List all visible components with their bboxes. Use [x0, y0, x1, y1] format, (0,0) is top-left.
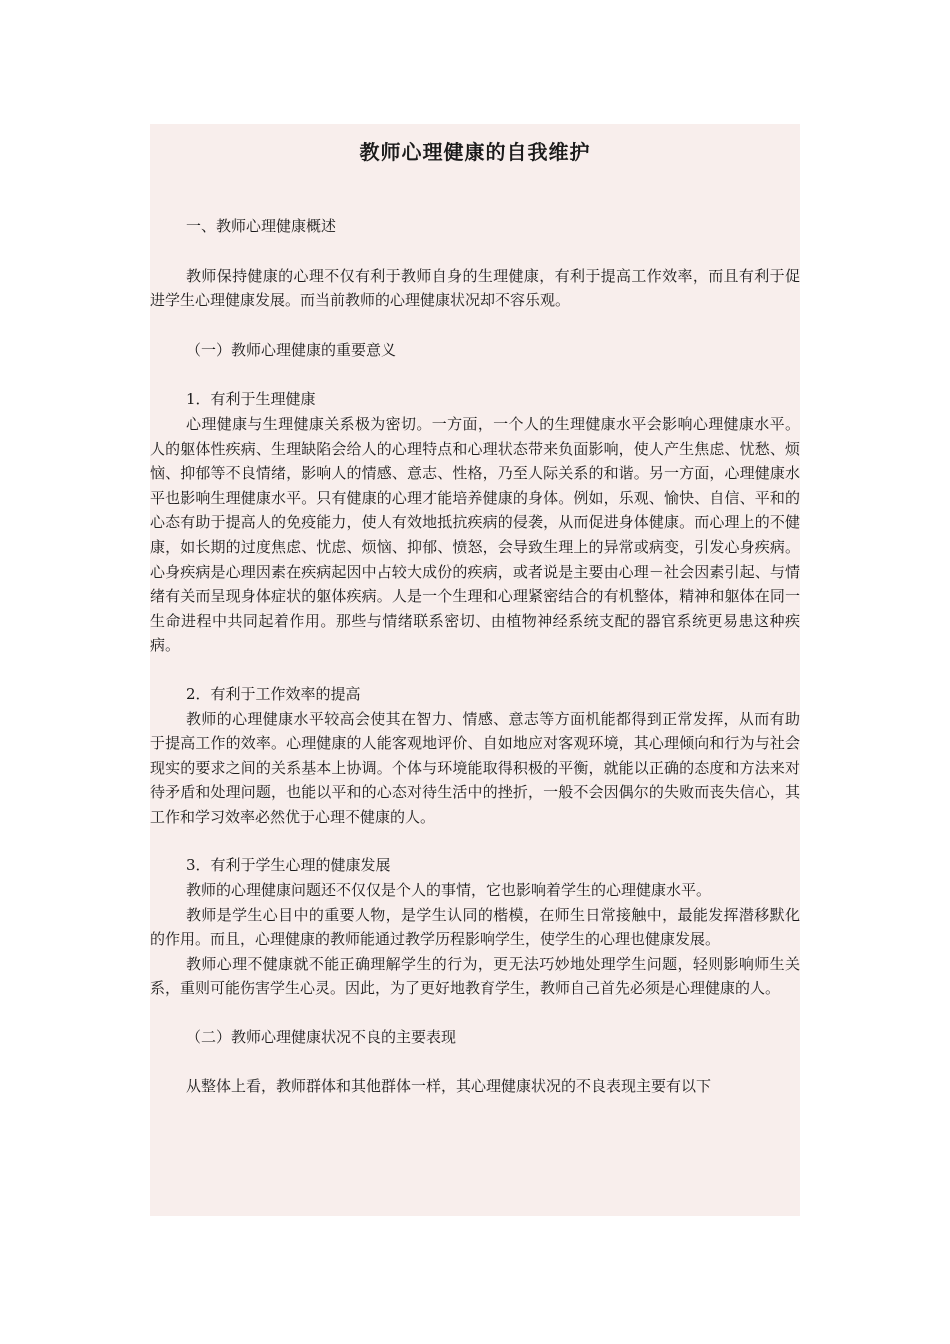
- spacer: [150, 313, 800, 338]
- document-body: [150, 166, 800, 1098]
- spacer: [150, 1001, 800, 1025]
- spacer: [150, 362, 800, 387]
- intro-paragraph: 教师保持健康的心理不仅有利于教师自身的生理健康，有利于提高工作效率，而且有利于促进学生心理健康发展。而当前教师的心理健康状况却不容乐观。: [150, 266, 800, 310]
- point-heading: 3．有利于学生心理的健康发展: [186, 856, 391, 875]
- body-paragraph: 心理健康与生理健康关系极为密切。一方面，一个人的生理健康水平会影响心理健康水平。人的躯体性疾病、生理缺陷会给人的心理特点和心理状态带来负面影响，使人产生焦虑、忧愁、烦恼、抑郁等不良情绪，影响人的情感、意志、性格，乃至人际关系的和谐。另一方面，心理健康水平也影响生理健康水平。只有健康的心理才能培养健康的身体。例如，乐观、愉快、自信、平和的心态有助于提高人的免疫能力，使人有效地抵抗疾病的侵袭，从而促进身体健康。而心理上的不健康，如长期的过度焦虑、忧虑、烦恼、抑郁、愤怒，会导致生理上的异常或病变，引发心身疾病。心身疾病是心理因素在疾病起因中占较大成份的疾病，或者说是主要由心理－社会因素引起、与情绪有关而呈现身体症状的躯体疾病。人是一个生理和心理紧密结合的有机整体，精神和躯体在同一生命进程中共同起着作用。那些与情绪联系密切、由植物神经系统支配的器官系统更易患这种疾病。: [150, 414, 800, 655]
- document-page: [150, 124, 800, 1216]
- section-heading: 一、教师心理健康概述: [186, 217, 337, 235]
- subsection-heading: （二）教师心理健康状况不良的主要表现: [186, 1028, 457, 1047]
- point-heading: 1．有利于生理健康: [186, 390, 316, 409]
- spacer: [150, 829, 800, 853]
- document-title: 教师心理健康的自我维护: [359, 140, 591, 164]
- spacer: [150, 1050, 800, 1074]
- body-paragraph: 从整体上看，教师群体和其他群体一样，其心理健康状况的不良表现主要有以下: [186, 1076, 712, 1095]
- body-paragraph: 教师的心理健康问题还不仅仅是个人的事情，它也影响着学生的心理健康水平。: [186, 881, 712, 900]
- body-paragraph: 教师心理不健康就不能正确理解学生的行为，更无法巧妙地处理学生问题，轻则影响师生关系，重则可能伤害学生心灵。因此，为了更好地教育学生，教师自己首先必须是心理健康的人。: [150, 954, 800, 998]
- body-paragraph: 教师的心理健康水平较高会使其在智力、情感、意志等方面机能都得到正常发挥，从而有助于提高工作的效率。心理健康的人能客观地评价、自如地应对客观环境，其心理倾向和行为与社会现实的要求之间的关系基本上协调。个体与环境能取得积极的平衡，就能以正确的态度和方法来对待矛盾和处理问题，也能以平和的心态对待生活中的挫折，一般不会因偶尔的失败而丧失信心，其工作和学习效率必然优于心理不健康的人。: [150, 709, 800, 826]
- point-heading: 2．有利于工作效率的提高: [186, 684, 361, 703]
- spacer: [150, 239, 800, 264]
- body-paragraph: 教师是学生心目中的重要人物，是学生认同的楷模，在师生日常接触中，最能发挥潜移默化的作用。而且，心理健康的教师能通过教学历程影响学生，使学生的心理也健康发展。: [150, 905, 800, 949]
- subsection-heading: （一）教师心理健康的重要意义: [186, 340, 397, 359]
- spacer: [150, 658, 800, 682]
- spacer: [150, 166, 800, 214]
